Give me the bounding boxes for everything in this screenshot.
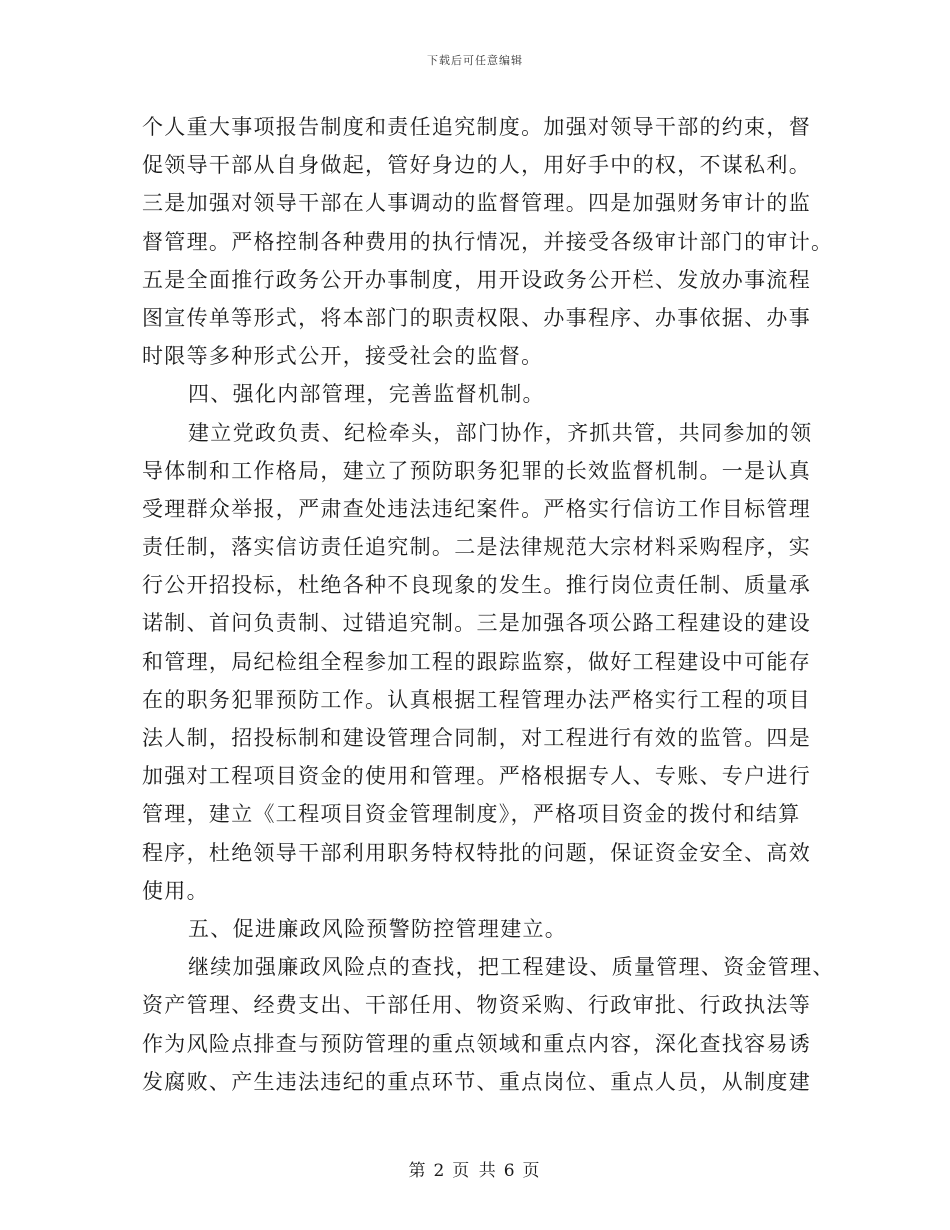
page-header: 下载后可任意编辑 xyxy=(427,54,523,67)
page-footer xyxy=(0,1156,950,1181)
text-line: 时限等多种形式公开，接受社会的监督。 xyxy=(142,344,544,369)
text-line: 诺制、首问负责制、过错追究制。三是加强各项公路工程建设的建设 xyxy=(142,611,811,636)
section-heading: 四、强化内部管理，完善监督机制。 xyxy=(188,382,545,407)
text-line: 个人重大事项报告制度和责任追究制度。加强对领导干部的约束，督 xyxy=(142,115,811,139)
text-line: 在的职务犯罪预防工作。认真根据工程管理办法严格实行工程的项目 xyxy=(142,687,811,712)
document-body xyxy=(142,108,835,1101)
text-line: 使用。 xyxy=(142,878,209,903)
text-line: 行公开招投标，杜绝各种不良现象的发生。推行岗位责任制、质量承 xyxy=(142,573,811,598)
text-line: 管理，建立《工程项目资金管理制度》，严格项目资金的拨付和结算 xyxy=(142,802,801,827)
text-line: 图宣传单等形式，将本部门的职责权限、办事程序、办事依据、办事 xyxy=(142,305,811,330)
section-heading: 五、促进廉政风险预警防控管理建立。 xyxy=(188,916,568,941)
footer-suffix: 页 xyxy=(522,1161,542,1181)
text-line: 导体制和工作格局，建立了预防职务犯罪的长效监督机制。一是认真 xyxy=(142,458,811,483)
text-line: 三是加强对领导干部在人事调动的监督管理。四是加强财务审计的监 xyxy=(142,191,811,216)
footer-middle: 页 共 xyxy=(452,1161,498,1181)
footer-prefix: 第 xyxy=(408,1161,428,1181)
text-line: 受理群众举报，严肃查处违法违纪案件。严格实行信访工作目标管理 xyxy=(142,496,811,521)
current-page-number: 2 xyxy=(433,1161,447,1181)
text-line: 加强对工程项目资金的使用和管理。严格根据专人、专账、专户进行 xyxy=(142,764,811,789)
text-line: 资产管理、经费支出、干部任用、物资采购、行政审批、行政执法等 xyxy=(142,993,811,1018)
text-line: 促领导干部从自身做起，管好身边的人，用好手中的权，不谋私利。 xyxy=(142,153,811,178)
text-line: 作为风险点排查与预防管理的重点领域和重点内容，深化查找容易诱 xyxy=(142,1031,811,1056)
text-line: 责任制，落实信访责任追究制。二是法律规范大宗材料采购程序，实 xyxy=(142,535,811,560)
text-line: 建立党政负责、纪检牵头，部门协作，齐抓共管，共同参加的领 xyxy=(188,420,813,445)
text-line: 五是全面推行政务公开办事制度，用开设政务公开栏、发放办事流程 xyxy=(142,267,811,292)
text-line: 程序，杜绝领导干部利用职务特权特批的问题，保证资金安全、高效 xyxy=(142,840,811,865)
text-line: 法人制，招投标制和建设管理合同制，对工程进行有效的监管。四是 xyxy=(142,726,811,750)
text-line: 发腐败、产生违法违纪的重点环节、重点岗位、重点人员，从制度建 xyxy=(142,1069,811,1094)
text-line: 继续加强廉政风险点的查找，把工程建设、质量管理、资金管理、 xyxy=(188,955,835,980)
total-page-number: 6 xyxy=(503,1161,517,1181)
text-line: 和管理，局纪检组全程参加工程的跟踪监察，做好工程建设中可能存 xyxy=(142,649,811,674)
text-line: 督管理。严格控制各种费用的执行情况，并接受各级审计部门的审计。 xyxy=(142,229,834,254)
